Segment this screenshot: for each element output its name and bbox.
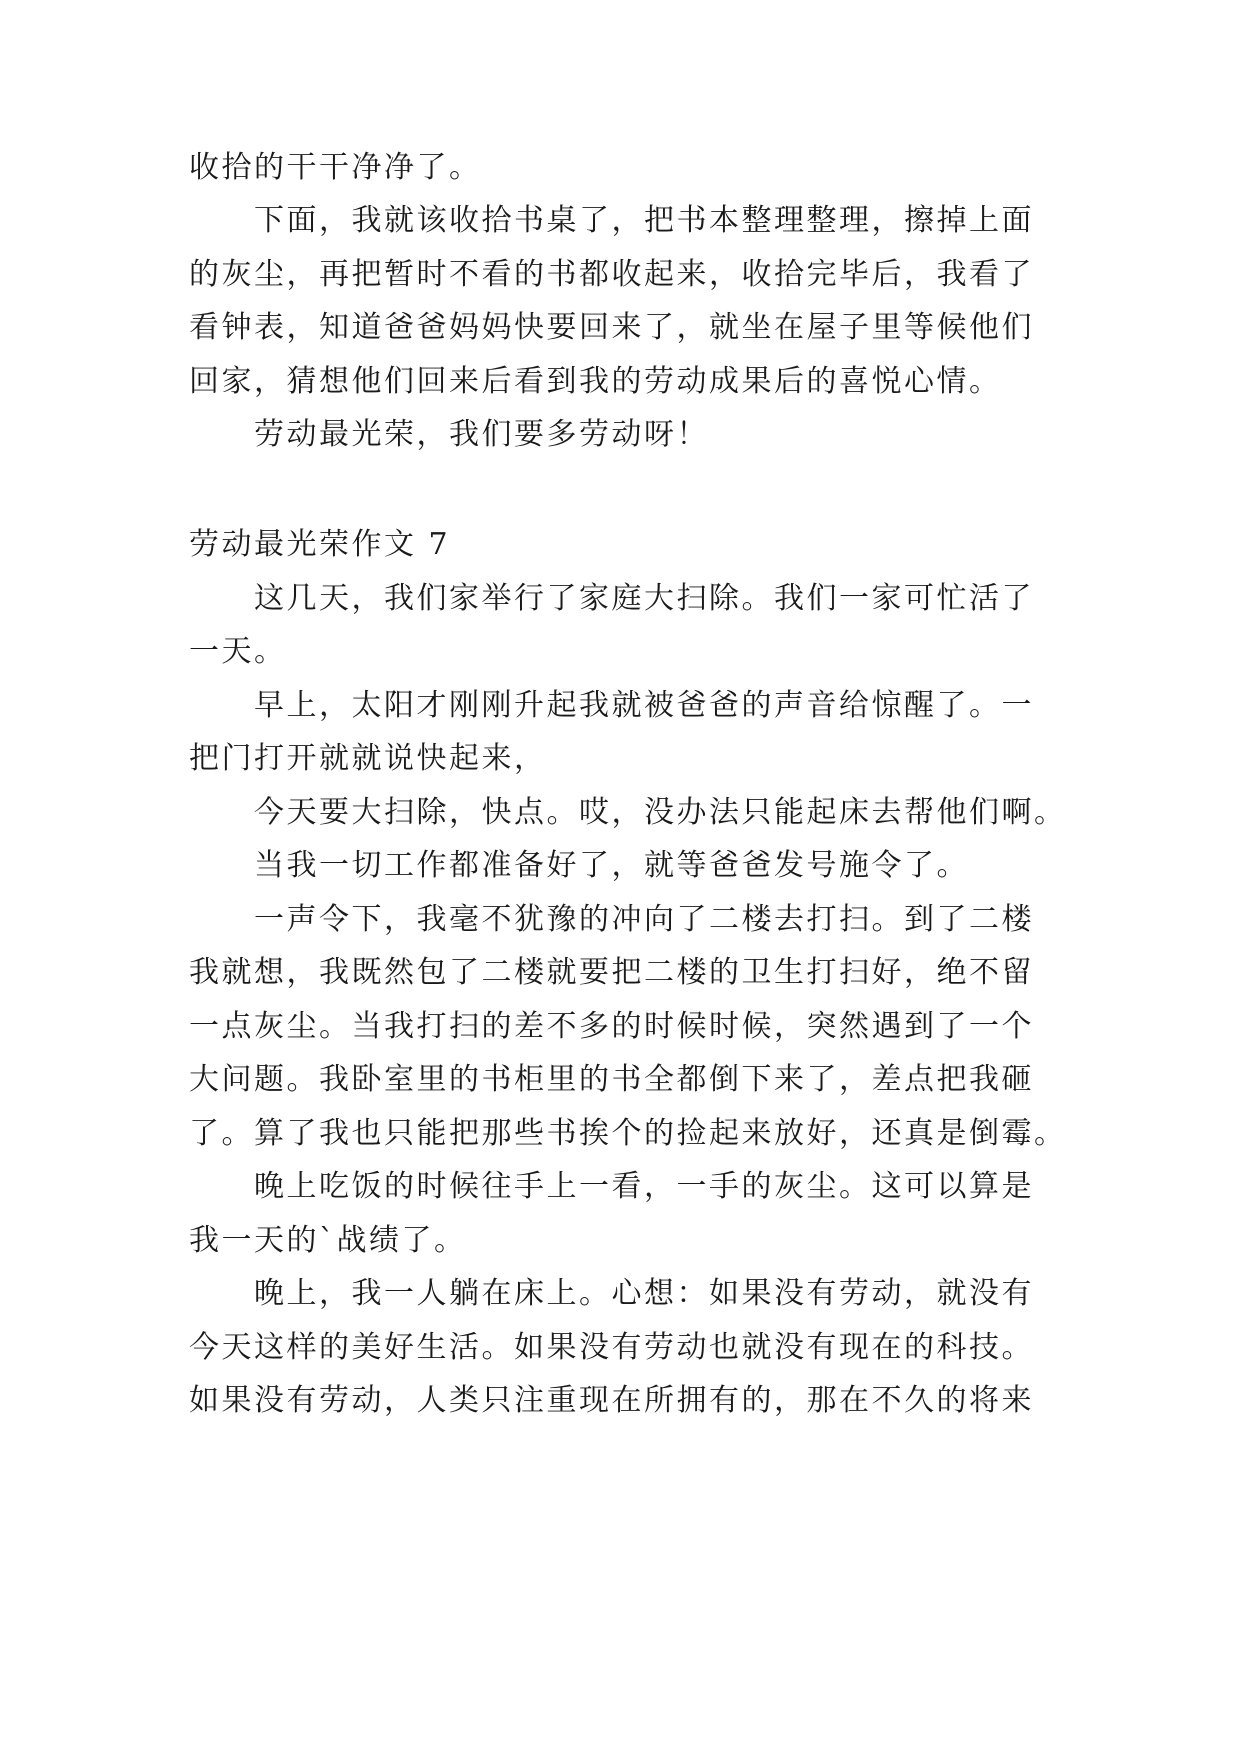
paragraph-first-line: 今天要大扫除，快点。哎，没办法只能起床去帮他们啊。 [254, 795, 1067, 830]
text-line: 了。算了我也只能把那些书挨个的捡起来放好，还真是倒霉。 [189, 1116, 1067, 1151]
text-line: 今天这样的美好生活。如果没有劳动也就没有现在的科技。 [189, 1330, 1034, 1365]
text-line: 收拾的干干净净了。 [189, 150, 482, 185]
paragraph-first-line: 晚上吃饭的时候往手上一看，一手的灰尘。这可以算是 [254, 1169, 1034, 1204]
text-line: 的灰尘，再把暂时不看的书都收起来，收拾完毕后，我看了 [189, 257, 1034, 292]
text-line: 我一天的`战绩了。 [189, 1223, 467, 1258]
text-line: 看钟表，知道爸爸妈妈快要回来了，就坐在屋子里等候他们 [189, 310, 1034, 345]
text-line: 大问题。我卧室里的书柜里的书全都倒下来了，差点把我砸 [189, 1062, 1034, 1097]
text-line: 一天。 [189, 634, 287, 669]
text-line: 回家，猜想他们回来后看到我的劳动成果后的喜悦心情。 [189, 364, 1002, 399]
paragraph-first-line: 下面，我就该收拾书桌了，把书本整理整理，擦掉上面 [254, 203, 1034, 238]
section-heading: 劳动最光荣作文 7 [189, 527, 451, 562]
text-line: 我就想，我既然包了二楼就要把二楼的卫生打扫好，绝不留 [189, 955, 1034, 990]
paragraph-first-line: 当我一切工作都准备好了，就等爸爸发号施令了。 [254, 848, 969, 883]
paragraph-first-line: 晚上，我一人躺在床上。心想：如果没有劳动，就没有 [254, 1276, 1034, 1311]
paragraph-first-line: 一声令下，我毫不犹豫的冲向了二楼去打扫。到了二楼 [254, 902, 1034, 937]
text-line: 一点灰尘。当我打扫的差不多的时候时候，突然遇到了一个 [189, 1009, 1034, 1044]
paragraph-first-line: 这几天，我们家举行了家庭大扫除。我们一家可忙活了 [254, 581, 1034, 616]
text-line: 把门打开就就说快起来， [189, 741, 547, 776]
paragraph-first-line: 劳动最光荣，我们要多劳动呀！ [254, 417, 709, 452]
paragraph-first-line: 早上，太阳才刚刚升起我就被爸爸的声音给惊醒了。一 [254, 688, 1034, 723]
text-line: 如果没有劳动，人类只注重现在所拥有的，那在不久的将来 [189, 1383, 1034, 1418]
